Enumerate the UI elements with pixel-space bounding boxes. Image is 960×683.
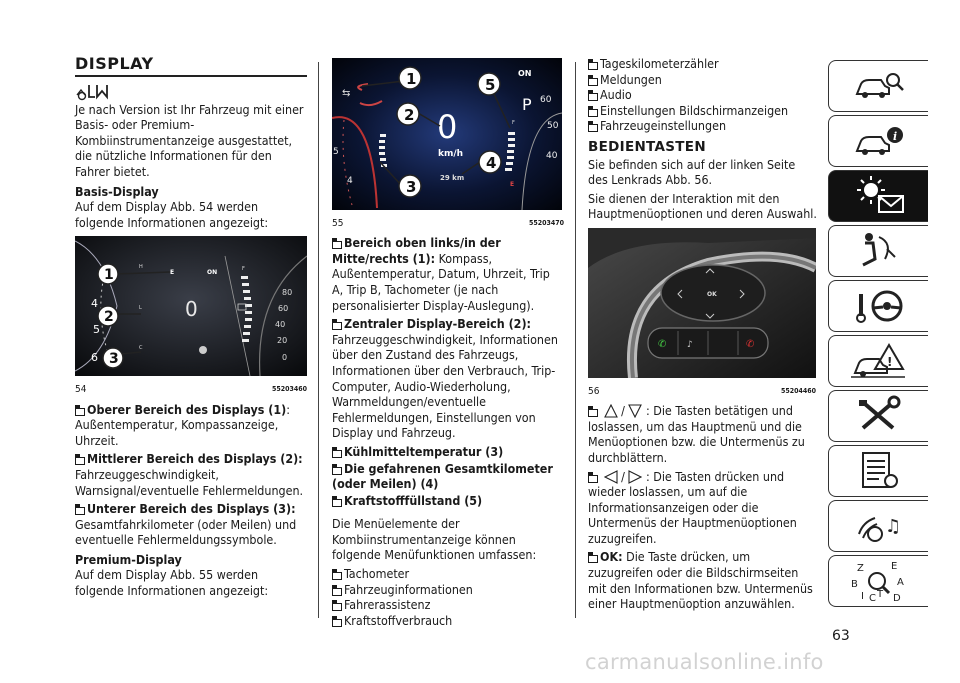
bullet-icon	[332, 447, 341, 457]
svg-text:E: E	[170, 269, 175, 277]
ok-instruction: OK: Die Taste drücken, um zuzugreifen oder die Bildschirmseiten mit den Informationen bzw. Untermenüs einer Hauptmenüoption anzuwählen.	[588, 549, 813, 612]
svg-text:Z: Z	[856, 563, 864, 574]
svg-text:L: L	[139, 305, 142, 312]
updown-instruction: / : Die Tasten betätigen und loslassen, um das Hauptmenü und die Menüoptionen bzw. die Untermenüs zu durchblättern.	[588, 403, 805, 465]
bullet-icon	[588, 59, 597, 69]
svg-text:3: 3	[109, 351, 119, 368]
svg-text:A: A	[896, 577, 904, 588]
svg-text:I: I	[860, 591, 864, 602]
bullet-icon	[75, 454, 84, 464]
svg-text:P: P	[522, 95, 532, 114]
bullet-icon	[332, 496, 341, 506]
svg-text:3: 3	[406, 178, 417, 196]
intro-paragraph: Je nach Version ist Ihr Fahrzeug mit einer Basis- oder Premium-Kombiinstrumentanzeige ausgestattet, die nützliche Informationen für den Fahrer bietet.	[75, 101, 304, 179]
svg-text:4: 4	[91, 297, 98, 311]
bullet-icon	[588, 121, 597, 131]
figure-55-premium-cluster	[332, 58, 564, 231]
leftright-instruction: / : Die Tasten drücken und wieder loslassen, um auf die Informationsanzeigen oder die Untermenüs der Hauptmenüoptionen zuzugreifen.	[588, 468, 797, 546]
basis-display-text: Auf dem Display Abb. 54 werden folgende Informationen angezeigt:	[75, 199, 269, 230]
bullet-icon	[588, 552, 597, 562]
bullet-icon	[332, 600, 341, 610]
svg-text:40: 40	[546, 151, 558, 161]
premium-item-1: Bereich oben links/in der Mitte/rechts (1): Kompass, Außentemperatur, Datum, Uhrzeit, Trip A, Trip B, Tachometer (je nach personalisierter Display-Auslegung).	[332, 235, 550, 313]
svg-text:♪: ♪	[687, 339, 693, 350]
svg-text:✆: ✆	[658, 338, 667, 350]
svg-text:H: H	[139, 264, 143, 271]
bullet-icon	[588, 75, 597, 85]
bullet-icon	[332, 585, 341, 595]
svg-text:E: E	[510, 181, 515, 188]
crash-warning-icon	[849, 339, 909, 383]
svg-text:0: 0	[185, 297, 198, 322]
menu-item: Tageskilometerzähler	[588, 56, 818, 72]
premium-cluster-image	[332, 58, 562, 210]
svg-text:D: D	[892, 593, 901, 604]
tab-safety[interactable]	[828, 225, 928, 277]
basic-cluster-image	[75, 236, 307, 376]
svg-text:80: 80	[282, 288, 293, 298]
airbag-icon	[849, 229, 909, 273]
figure-54-code: 55203460	[271, 384, 307, 393]
svg-text:♫: ♫	[884, 516, 901, 537]
figure-56-code: 55204460	[780, 386, 816, 395]
premium-display-title: Premium-Display	[75, 551, 182, 567]
svg-text:2: 2	[404, 106, 415, 124]
svg-text:4: 4	[347, 176, 353, 186]
triangle-right-icon	[628, 470, 642, 484]
svg-text:60: 60	[540, 95, 552, 105]
menu-intro: Die Menüelemente der Kombiinstrumentanzeige können folgende Menüfunktionen umfassen:	[332, 516, 537, 563]
menu-item: Audio	[588, 87, 818, 103]
svg-text:i: i	[892, 130, 897, 143]
premium-item-4: Die gefahrenen Gesamtkilometer (oder Meilen) (4)	[332, 460, 553, 492]
svg-text:1: 1	[104, 267, 114, 284]
tab-starting-driving[interactable]	[828, 280, 928, 332]
bullet-icon	[332, 238, 341, 248]
bullet-icon	[332, 319, 341, 329]
section-heading-bedientasten: BEDIENTASTEN	[588, 138, 706, 155]
menu-item: Einstellungen Bildschirmanzeigen	[588, 103, 818, 119]
column-divider-1	[318, 62, 319, 618]
tab-car-info[interactable]	[828, 60, 928, 112]
bullet-icon	[332, 569, 341, 579]
column-right	[588, 56, 818, 615]
svg-text:km/h: km/h	[438, 149, 464, 159]
svg-text:60: 60	[278, 304, 289, 314]
svg-text:0: 0	[282, 353, 288, 363]
column-divider-2	[575, 62, 576, 618]
triangle-left-icon	[604, 470, 618, 484]
svg-text:F: F	[242, 266, 245, 273]
figure-54-basic-cluster	[75, 236, 307, 397]
steering-controls-image	[588, 228, 816, 378]
media-icon	[849, 504, 909, 548]
svg-text:5: 5	[485, 76, 496, 94]
tab-emergency[interactable]	[828, 335, 928, 387]
bullet-icon	[588, 106, 597, 116]
car-i-icon	[849, 121, 909, 161]
bullet-icon	[588, 406, 597, 416]
svg-text:E: E	[890, 561, 897, 572]
menu-item: Meldungen	[588, 72, 818, 88]
svg-text:5: 5	[333, 147, 339, 157]
svg-text:ON: ON	[207, 269, 218, 277]
svg-text:⇆: ⇆	[342, 88, 351, 99]
watermark: carmanualsonline.info	[585, 650, 824, 674]
tab-car-instruments[interactable]	[828, 115, 928, 167]
figure-54-number: 54	[75, 383, 87, 395]
bullet-icon	[332, 616, 341, 626]
svg-text:0: 0	[437, 108, 458, 146]
svg-text:29 km: 29 km	[440, 174, 465, 182]
triangle-down-icon	[628, 404, 642, 418]
premium-item-5: Kraftstofffüllstand (5)	[332, 493, 562, 509]
tab-multimedia[interactable]	[828, 500, 928, 552]
svg-text:!: !	[886, 355, 892, 369]
svg-text:4: 4	[486, 154, 497, 172]
premium-item-2: Zentraler Display-Bereich (2): Fahrzeuggeschwindigkeit, Informationen über den Zustand des Fahrzeugs, Informationen über den Verbrauch, Trip-Computer, Audio-Wiederholung, Warnmeldungen/eventuelle Fehlermeldungen, Einstellungen von Display und Fahrzeug.	[332, 316, 558, 441]
figure-55-code: 55203470	[528, 218, 564, 227]
figure-56-caption	[588, 384, 816, 400]
basis-display-title: Basis-Display	[75, 183, 159, 199]
premium-display-text: Auf dem Display Abb. 55 werden folgende Informationen angezeigt:	[75, 567, 269, 599]
basis-item-2: Mittlerer Bereich des Displays (2): Fahrzeuggeschwindigkeit, Warnsignal/eventuelle Fehlermeldungen.	[75, 451, 304, 498]
svg-text:6: 6	[91, 351, 98, 365]
svg-text:2: 2	[104, 309, 114, 326]
svg-text:20: 20	[277, 336, 288, 346]
figure-55-number: 55	[332, 217, 344, 229]
light-envelope-icon	[849, 174, 909, 218]
figure-56-number: 56	[588, 385, 600, 397]
menu-item: Tachometer	[332, 566, 562, 582]
premium-item-3: Kühlmitteltemperatur (3)	[332, 444, 562, 460]
premium-basis-symbol-icon	[75, 81, 307, 101]
svg-text:50: 50	[547, 121, 559, 131]
steering-wheel-icon	[849, 284, 909, 328]
bullet-icon	[75, 504, 84, 514]
svg-text:✆: ✆	[746, 338, 755, 350]
basis-item-3: Unterer Bereich des Displays (3): Gesamtfahrkilometer (oder Meilen) und eventuelle Fehlermeldungssymbole.	[75, 501, 297, 548]
tab-lights-messages[interactable]	[828, 170, 928, 222]
svg-text:ON: ON	[518, 69, 532, 78]
tab-maintenance[interactable]	[828, 390, 928, 442]
basis-item-1: Oberer Bereich des Displays (1): Außentemperatur, Kompassanzeige, Uhrzeit.	[75, 401, 291, 448]
page-number: 63	[832, 628, 850, 644]
menu-item: Fahrzeugeinstellungen	[588, 118, 818, 134]
column-middle	[332, 56, 562, 628]
svg-text:C: C	[868, 593, 876, 604]
tab-index[interactable]	[828, 555, 928, 607]
tools-icon	[849, 394, 909, 438]
svg-text:C: C	[139, 345, 143, 352]
data-sheet-icon	[849, 449, 909, 493]
svg-text:F: F	[512, 120, 515, 126]
svg-text:B: B	[850, 579, 858, 590]
menu-item: Kraftstoffverbrauch	[332, 613, 562, 629]
menu-item: Fahrzeuginformationen	[332, 582, 562, 598]
svg-text:5: 5	[93, 323, 100, 337]
svg-text:OK: OK	[707, 290, 717, 298]
menu-item: Fahrerassistenz	[332, 597, 562, 613]
controls-para-1: Sie befinden sich auf der linken Seite des Lenkrads Abb. 56.	[588, 156, 796, 188]
column-left	[75, 56, 307, 602]
figure-56-steering-controls	[588, 228, 816, 399]
section-heading-display: DISPLAY	[75, 56, 307, 77]
svg-text:40: 40	[275, 320, 286, 330]
bullet-icon	[75, 405, 84, 415]
triangle-up-icon	[604, 404, 618, 418]
bullet-icon	[332, 464, 341, 474]
car-search-icon	[849, 66, 909, 106]
bullet-icon	[588, 90, 597, 100]
tab-technical-data[interactable]	[828, 445, 928, 497]
figure-55-caption	[332, 216, 564, 232]
figure-54-caption	[75, 382, 307, 398]
controls-para-2: Sie dienen der Interaktion mit den Hauptmenüoptionen und deren Auswahl.	[588, 190, 817, 222]
svg-text:T: T	[876, 589, 883, 600]
index-icon	[847, 557, 911, 605]
bullet-icon	[588, 472, 597, 482]
svg-text:1: 1	[406, 70, 417, 88]
